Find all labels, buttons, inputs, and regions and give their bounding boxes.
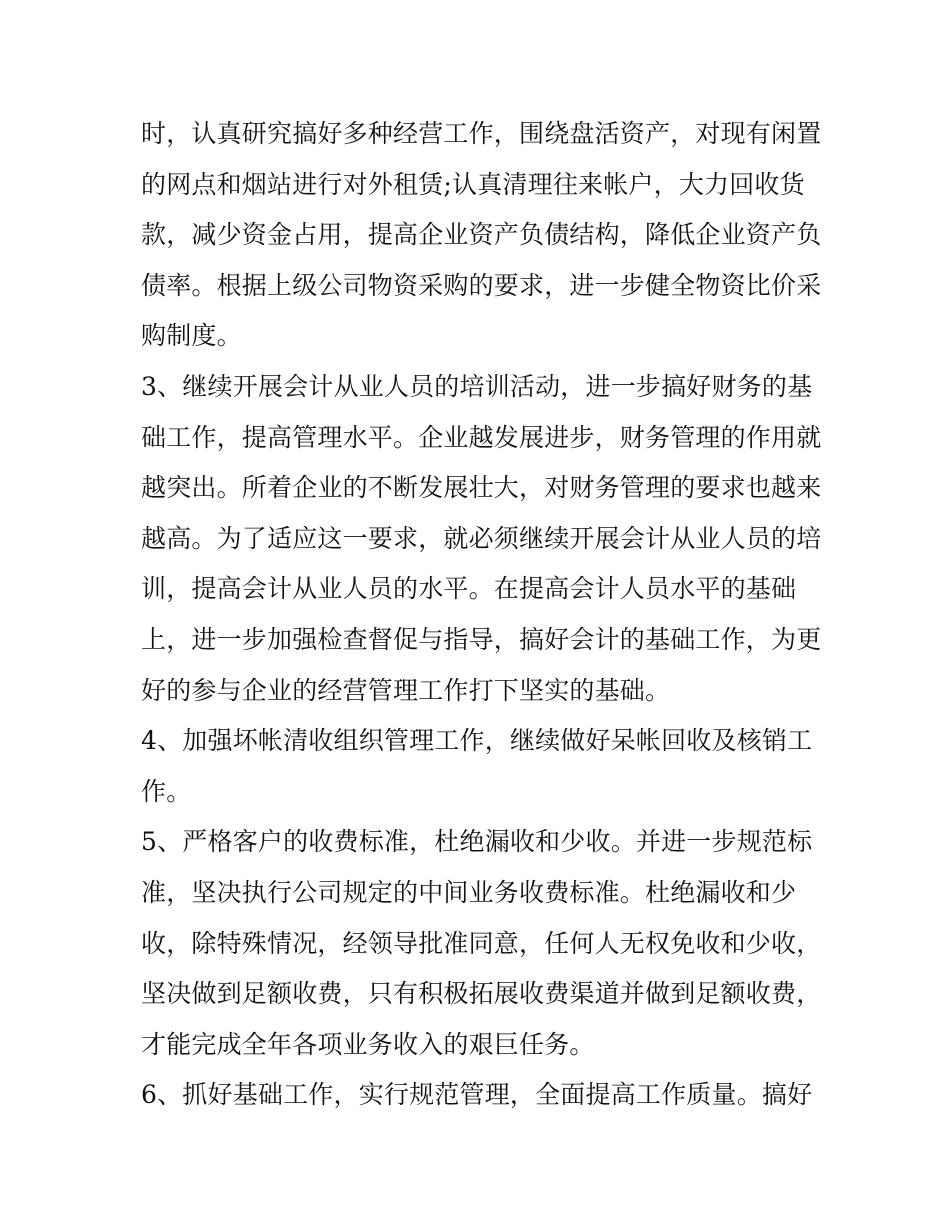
text-line: 作。 [141,776,192,806]
text-line: 6、抓好基础工作，实行规范管理，全面提高工作质量。搞好 [141,1080,813,1110]
text-line: 上，进一步加强检查督促与指导，搞好会计的基础工作，为更 [141,624,822,654]
text-line: 购制度。 [141,321,242,351]
text-line: 3、继续开展会计从业人员的培训活动，进一步搞好财务的基 [141,371,813,401]
text-line: 4、加强坏帐清收组织管理工作，继续做好呆帐回收及核销工 [141,726,813,756]
text-line: 础工作，提高管理水平。企业越发展进步，财务管理的作用就 [141,422,822,452]
text-line: 收，除特殊情况，经领导批准同意，任何人无权免收和少收， [141,928,822,958]
text-line: 款，减少资金占用，提高企业资产负债结构，降低企业资产负 [141,220,822,250]
text-line: 时，认真研究搞好多种经营工作，围绕盘活资产，对现有闲置 [141,119,822,148]
text-line: 坚决做到足额收费，只有积极拓展收费渠道并做到足额收费， [141,979,822,1009]
text-line: 的网点和烟站进行对外租赁;认真清理往来帐户，大力回收货 [141,169,805,199]
text-line: 越突出。所着企业的不断发展壮大，对财务管理的要求也越来 [141,473,822,503]
text-line: 训，提高会计从业人员的水平。在提高会计人员水平的基础 [141,574,797,604]
text-line: 越高。为了适应这一要求，就必须继续开展会计从业人员的培 [141,523,822,553]
text-line: 5、严格客户的收费标准，杜绝漏收和少收。并进一步规范标 [141,827,813,857]
text-line: 准，坚决执行公司规定的中间业务收费标准。杜绝漏收和少 [141,877,797,907]
text-line: 才能完成全年各项业务收入的艰巨任务。 [141,1029,595,1059]
text-line: 债率。根据上级公司物资采购的要求，进一步健全物资比价采 [141,270,822,300]
text-line: 好的参与企业的经营管理工作打下坚实的基础。 [141,675,671,705]
body-text [141,109,821,1121]
